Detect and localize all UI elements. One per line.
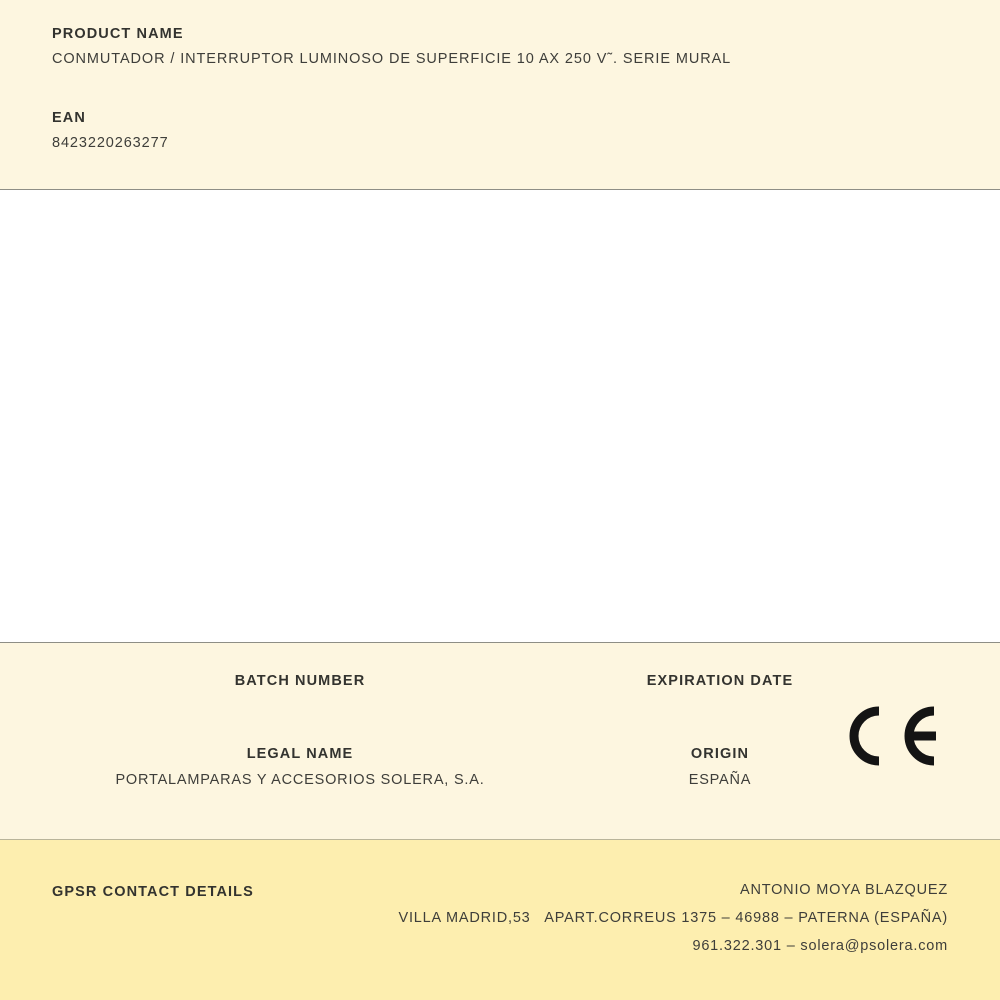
ean-field xyxy=(0,110,1000,151)
ean-label: EAN xyxy=(52,110,86,126)
legal-name-value: PORTALAMPARAS Y ACCESORIOS SOLERA, S.A. xyxy=(115,772,485,788)
product-name-field xyxy=(0,26,1000,67)
legal-name-label: LEGAL NAME xyxy=(246,746,354,762)
origin-value: ESPAÑA xyxy=(688,772,752,788)
ce-marking-icon xyxy=(848,705,940,767)
product-header-block xyxy=(0,0,1000,190)
blank-image-area xyxy=(0,190,1000,643)
gpsr-contact-block xyxy=(0,840,1000,1000)
origin-cell xyxy=(600,746,840,788)
batch-number-label: BATCH NUMBER xyxy=(234,673,366,689)
expiration-date-cell xyxy=(600,673,840,699)
gpsr-contact-phone-email: 961.322.301 – solera@psolera.com xyxy=(692,938,948,954)
ean-value: 8423220263277 xyxy=(52,135,169,151)
ce-mark-cell xyxy=(840,673,1000,699)
origin-label: ORIGIN xyxy=(690,746,750,762)
gpsr-contact-name: ANTONIO MOYA BLAZQUEZ xyxy=(739,882,948,898)
gpsr-contact-lines xyxy=(398,876,948,960)
legal-name-cell xyxy=(0,746,600,788)
gpsr-contact-address: VILLA MADRID,53 APART.CORREUS 1375 – 46988 – PATERNA (ESPAÑA) xyxy=(398,910,948,926)
gpsr-label: GPSR CONTACT DETAILS xyxy=(52,884,254,900)
product-info-block xyxy=(0,643,1000,840)
batch-expiration-row xyxy=(0,643,1000,699)
expiration-date-label: EXPIRATION DATE xyxy=(646,673,794,689)
product-name-label: PRODUCT NAME xyxy=(52,26,184,42)
product-name-value: CONMUTADOR / INTERRUPTOR LUMINOSO DE SUPERFICIE 10 AX 250 V˜. SERIE MURAL xyxy=(52,51,732,67)
batch-number-cell xyxy=(0,673,600,699)
